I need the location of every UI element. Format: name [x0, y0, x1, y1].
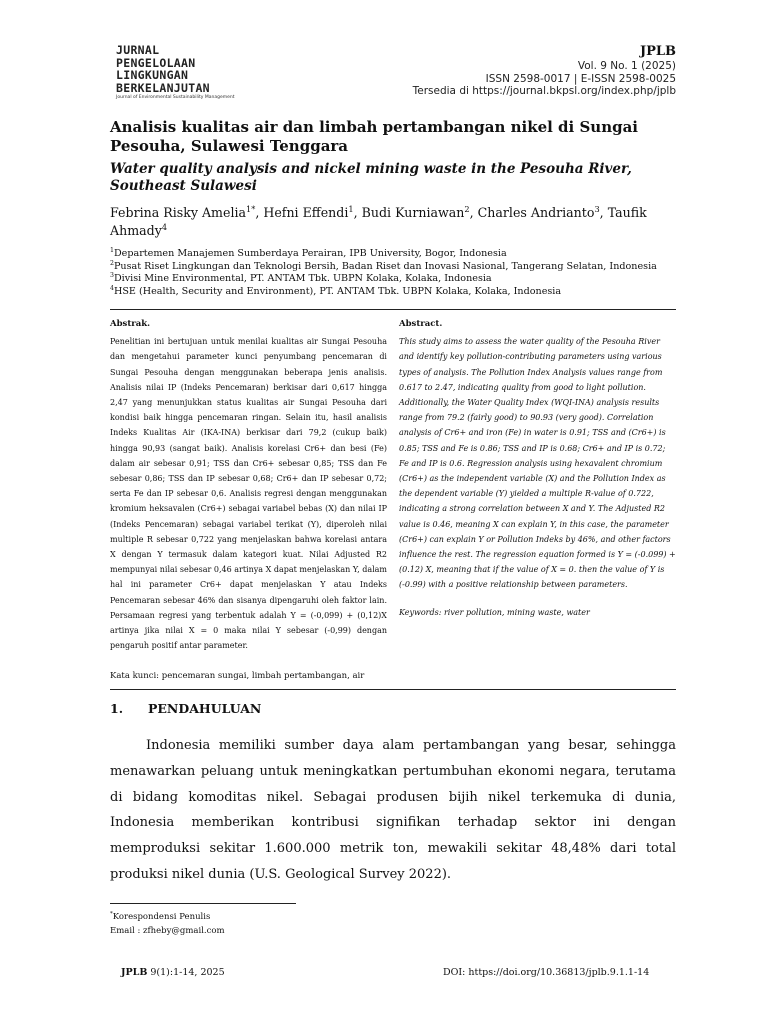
divider: [110, 309, 676, 310]
abstract-heading: Abstrak.: [110, 319, 151, 329]
section-heading: [110, 701, 261, 716]
affiliation-text: HSE (Health, Security and Environment), PT. ANTAM Tbk. UBPN Kolaka, Kolaka, Indonesia: [113, 285, 562, 297]
affiliation-item: [110, 286, 700, 299]
logo-line-3: LINGKUNGAN: [116, 68, 189, 82]
author-name: Budi Kurniawan: [361, 205, 465, 220]
footnote-marker: *: [110, 911, 113, 918]
affiliation-item: [110, 273, 700, 286]
article-title: Analisis kualitas air dan limbah pertambangan nikel di Sungai Pesouha, Sulawesi Tenggara: [110, 118, 639, 155]
affiliation-num: 1: [110, 246, 114, 254]
footer-pages: 9(1):1-14, 2025: [147, 967, 225, 978]
footnote-divider: [110, 903, 296, 904]
abstract-text: Penelitian ini bertujuan untuk menilai kualitas air Sungai Pesouha dan mengetahui parameter kunci penyumbang pencemaran di Sungai Pesouha dengan menggunakan beberapa jenis analisis. Analisis nilai IP (Indeks Pencemaran) berkisar dari 0,617 hingga 2,47 yang menunjukkan status kualitas air Sungai Pesouha dari kondisi baik hingga pencemaran ringan. Selain itu, hasil analisis Indeks Kualitas Air (IKA-INA) berkisar dari 79,2 (cukup baik) hingga 90,93 (sangat baik). Analisis korelasi Cr6+ dan besi (Fe) dalam air sebesar 0,91; TSS dan Cr6+ sebesar 0,85; TSS dan Fe sebesar 0,86; TSS dan IP sebesar 0,68; Cr6+ dan IP sebesar 0,72; serta Fe dan IP sebesar 0,6. Analisis regresi dengan menggunakan kromium heksavalen (Cr6+) sebagai variabel bebas (X) dan nilai IP (Indeks Pencemaran) sebagai variabel terikat (Y), diperoleh nilai multiple R sebesar 0,722 yang menjelaskan bahwa korelasi antara X dengan Y termasuk dalam kategori kuat. Nilai Adjusted R2 mempunyai nilai sebesar 0,46 artinya X dapat menjelaskan Y, dalam hal ini parameter Cr6+ dapat menjelaskan Y atau Indeks Pencemaran sebesar 46% dan sisanya dipengaruhi oleh faktor lain. Persamaan regresi yang terbentuk adalah Y = (-0,099) + (0,12)X artinya jika nilai X = 0 maka nilai Y sebesar (-0,99) dengan pengaruh positif antar parameter.: [110, 337, 387, 651]
author-separator: ,: [255, 205, 264, 220]
keywords-english: Keywords: river pollution, mining waste, water: [399, 607, 590, 617]
footer-journal: JPLB: [121, 967, 148, 978]
abstract-english: [399, 317, 677, 620]
affiliation-text: Pusat Riset Lingkungan dan Teknologi Bersih, Badan Riset dan Inovasi Nasional, Tangerang Selatan, Indonesia: [113, 260, 657, 272]
affiliation-num: 2: [110, 259, 114, 267]
logo-subtitle: Journal of Environmental Sustainability Management: [116, 95, 235, 100]
footnote-email: Email : zfheby@gmail.com: [110, 926, 225, 936]
affiliation-item: [110, 248, 700, 261]
divider: [110, 689, 676, 690]
journal-logo: [116, 44, 242, 101]
author-list: [110, 204, 690, 240]
journal-issn: ISSN 2598-0017 | E-ISSN 2598-0025: [485, 72, 676, 85]
author-separator: ,: [599, 205, 608, 220]
author-sup: 2: [464, 203, 470, 214]
page-footer-doi: DOI: https://doi.org/10.36813/jplb.9.1.1-14: [443, 967, 650, 978]
author-sup: 1*: [246, 203, 256, 214]
journal-volume: Vol. 9 No. 1 (2025): [577, 60, 676, 72]
abstract-heading: Abstract.: [399, 319, 443, 329]
author-sup: 1: [348, 203, 354, 214]
author-name: Charles Andrianto: [477, 205, 595, 220]
abstract-indonesian: [110, 317, 387, 653]
journal-abbrev: JPLB: [639, 44, 676, 59]
page-footer-citation: [121, 967, 225, 978]
footnote: [110, 910, 225, 938]
logo-line-2: PENGELOLAAN: [116, 55, 196, 70]
logo-line-4: BERKELANJUTAN: [116, 80, 210, 95]
article-title-english: Water quality analysis and nickel mining waste in the Pesouha River, Southeast Sulawesi: [110, 161, 632, 194]
author-separator: ,: [353, 205, 362, 220]
section-number: 1.: [110, 701, 124, 716]
author-name: Febrina Risky Amelia: [110, 205, 247, 220]
journal-info: [413, 44, 676, 98]
logo-line-1: JURNAL: [116, 43, 160, 57]
affiliation-text: Departemen Manajemen Sumberdaya Perairan, IPB University, Bogor, Indonesia: [113, 248, 507, 259]
affiliation-num: 4: [110, 284, 114, 292]
author-sup: 4: [161, 221, 168, 232]
affiliations: [110, 248, 700, 298]
affiliation-text: Divisi Mine Environmental, PT. ANTAM Tbk. UBPN Kolaka, Kolaka, Indonesia: [113, 273, 492, 285]
abstract-text: This study aims to assess the water quality of the Pesouha River and identify key pollution-contributing parameters using various types of analysis. The Pollution Index Analysis values range from 0.617 to 2.47, indicating quality from good to light pollution. Additionally, the Water Quality Index (WQI-INA) analysis results range from 79.2 (fairly good) to 90.93 (very good). Correlation analysis of Cr6+ and iron (Fe) in water is 0.91; TSS and (Cr6+) is 0.85; TSS and Fe is 0.86; TSS and IP is 0.68; Cr6+ and IP is 0.72; Fe and IP is 0.6. Regression analysis using hexavalent chromium (Cr6+) as the independent variable (X) and the Pollution Index as the dependent variable (Y) yielded a multiple R-value of 0.722, indicating a strong correlation between X and Y. The Adjusted R2 value is 0.46, meaning X can explain Y, in this case, the parameter (Cr6+) can explain Y or Pollution Indeks by 46%, and other factors influence the rest. The regression equation formed is Y = (-0.099) + (0.12) X, meaning that if the value of X = 0. then the value of Y is (-0.99) with a positive relationship between parameters.: [399, 337, 676, 590]
section-title: PENDAHULUAN: [148, 701, 262, 716]
journal-url: Tersedia di https://journal.bkpsl.org/index.php/jplb: [412, 85, 676, 97]
footnote-label: Korespondensi Penulis: [112, 912, 211, 922]
author-sup: 3: [594, 203, 600, 214]
affiliation-num: 3: [110, 272, 114, 279]
affiliation-item: [110, 261, 700, 274]
body-paragraph: Indonesia memiliki sumber daya alam pertambangan yang besar, sehingga menawarkan peluang untuk meningkatkan pertumbuhan ekonomi negara, terutama di bidang komoditas nikel. Sebagai produsen bijih nikel terkemuka di dunia, Indonesia memberikan kontribusi signifikan terhadap sektor ini dengan memproduksi sekitar 1.600.000 metrik ton, mewakili sekitar 48,48% dari total produksi nikel dunia (U.S. Geological Survey 2022).: [110, 738, 676, 882]
keywords-indonesian: Kata kunci: pencemaran sungai, limbah pertambangan, air: [110, 671, 365, 681]
author-separator: ,: [469, 205, 478, 220]
author-name: Hefni Effendi: [263, 205, 349, 220]
author-name: Taufik Ahmady: [110, 205, 647, 238]
